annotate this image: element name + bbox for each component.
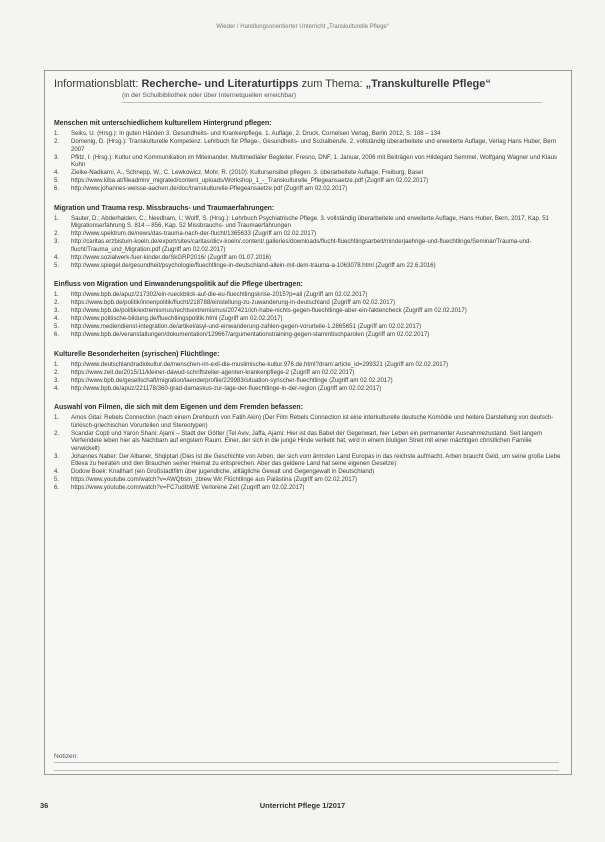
list-item: [54, 476, 562, 484]
list-item: [54, 484, 562, 492]
list-item: [54, 453, 562, 468]
list-item-text: https://www.zeit.de/2015/11/kleiner-dawud-schriftsteller-agenten-krankenpflege-2 (Zugriff am 02.02.2017): [71, 368, 355, 376]
list-item-number: 1.: [54, 291, 60, 298]
list-item-text: Zielke-Nadkarni, A., Schnepp, W.; C. Lewkowicz, Mohr, R. (2010): Kultursensibel pflegen. 3. überarbeitete Auflage, Freiburg, Basel: [71, 169, 423, 176]
list-item-text: http://www.deutschlandradiokultur.de/menschen-im-exil-die-muslimische-kultur.976.de.html?dram:article_id=299321 (Zugriff am 02.02.2017): [71, 360, 449, 368]
list-item: [54, 262, 562, 270]
list-item-text: Amos Gitai: Rebels Connection (nach einem Drehbuch von Fatih Akin) (Der Film Rebels Connection ist eine interkulturelle deutsche Komödie und heitere Darstellung von deutsch-türkisch-griechischen Vorurteilen und Stereotypen): [71, 414, 554, 429]
list-item-text: http://www.bpb.de/politik/extremismus/rechtsextremismus/207421/ich-habe-nichts-gegen-fluechtlinge-aber-ein-faktencheck (Zugriff am 02.02.2017): [71, 307, 467, 314]
list-item-number: 1.: [54, 130, 60, 137]
list-item: [54, 230, 562, 238]
list-item-number: 4.: [54, 384, 60, 392]
list-item: [54, 154, 562, 169]
sections-container: [54, 120, 562, 492]
list-item: [54, 238, 562, 253]
list-item: [54, 169, 562, 177]
list-item-number: 2.: [54, 429, 60, 437]
list-item-number: 5.: [54, 323, 60, 330]
list-item: [54, 385, 562, 393]
title-prefix: Informationsblatt:: [54, 78, 139, 90]
page-footer: [0, 801, 605, 813]
list-item-text: https://www.bpb.de/politik/innenpolitik/flucht/218788/einstellung-zu-zuwanderung-in-deutschland (Zugriff am 02.02.2017): [71, 299, 396, 306]
section-heading: Migration und Trauma resp. Missbrauchs- und Traumaerfahrungen:: [54, 204, 275, 212]
list-item: [54, 177, 562, 185]
list-item: [54, 138, 562, 153]
list-item-text: http://www.politische-bildung.de/fluechtlingspolitik.html (Zugriff am 02.02.2017): [71, 315, 283, 322]
notes-label: Notizen:: [54, 753, 559, 763]
list-item-text: http://caritas.erzbistum-koeln.de/export/sites/caritas/dicv-koeln/.content/.galleries/downloads/flucht-fluechtlingsarbeit/minderjaehrige-und-fluechtlinge/Seminar/Trauma-und-flucht/Trauma_und_Migration.pdf (Zugriff am 02.02.2017): [71, 238, 532, 253]
list-item-number: 1.: [54, 360, 60, 368]
section-heading: Einfluss von Migration und Einwanderungspolitik auf die Pflege übertragen:: [54, 281, 303, 288]
list-item-number: 5.: [54, 476, 60, 483]
notes-line: [54, 770, 559, 771]
list-item-text: Johannes Naber: Der Albaner, Shqiptari (Dies ist die Geschichte von Arben, der sich vom ärmsten Land Europas in das reichste aufmacht. Arben braucht Geld, um seine große Liebe Etleva zu heiraten und den Brauchen seiner Heimat zu entsprechen. Aber das geldene Land hat seine eigenen Gesetze): [71, 452, 561, 467]
list-item: [54, 254, 562, 262]
list-item: [54, 215, 562, 230]
reference-list: [54, 130, 562, 193]
list-item-text: Domenig, D. (Hrsg.): Transkulturelle Kompetenz. Lehrbuch für Pflege-, Gesundheits- und Sozialberufe. 2. vollständig überarbeitete und erweiterte Auflage, Verlag Hans Huber, Bern 2007: [71, 138, 557, 153]
list-item-number: 4.: [54, 253, 60, 261]
list-item-number: 4.: [54, 315, 60, 322]
list-item-number: 4.: [54, 468, 60, 475]
sheet-subtitle: (in der Schulbibliothek oder über Internetquellen erreichbar): [122, 92, 542, 103]
list-item-number: 2.: [54, 230, 60, 237]
list-item-number: 2.: [54, 299, 60, 306]
list-item-text: Seiks, U. (Hrsg.): In guten Händen 3. Gesundheits- und Krankenpflege. 1. Auflage, 2. Druck, Cornelsen Verlag, Berlin 2012, S. 108 – 134: [71, 130, 441, 137]
list-item-number: 2.: [54, 138, 60, 145]
list-item-text: Pflitz, I. (Hrsg.): Kultur und Kommunikation im Miteinander. Multimedialer Begleiter. Fresno, DNF, 1. Januar, 2006 mit Beiträgen von Hildegard Semmel, Wolfgang Wagner und Klaus Kuhn: [71, 153, 558, 168]
list-item-number: 5.: [54, 177, 60, 184]
section-heading: Auswahl von Filmen, die sich mit dem Eigenen und dem Fremden befassen:: [54, 404, 303, 411]
list-item-number: 5.: [54, 261, 60, 269]
list-item-text: http://www.bpb.de/apuz/221178/360-grad-damaskus-zur-lage-der-fluechtlinge-in-der-region (Zugriff am 02.02.2017): [71, 384, 382, 392]
list-item-text: Scandar Copti und Yaron Shani: Ajami – Stadt der Götter (Tel Aviv, Jaffa, Ajami: Hier ist das Babel der Gegenwart, hier Leben ein permanenter Ausnahmezustand. Seit langem Verfeindete leben hier als Nachbarn auf engstem Raum. Einer, der sich in die junge Hinde verliebt hat, wird in einem blutigen Streit mit einer mächtigen christlichen Familie verwickelt): [71, 429, 542, 452]
list-item-text: http://www.spektrum.de/news/das-trauma-nach-der-flucht/1365633 (Zugriff am 02.02.2017): [71, 230, 317, 237]
list-item-number: 3.: [54, 238, 60, 245]
list-item-text: https://www.youtube.com/watch?v=FC7udIbWE Verlorene Zeit (Zugriff am 02.02.2017): [71, 484, 305, 491]
list-item: [54, 468, 562, 476]
list-item-text: Dodow Boek: Knallhart (ein Großstadtfilm über jugendliche, alltägliche Gewalt und Gegengewalt in Deutschland): [71, 468, 375, 475]
reference-list: [54, 414, 562, 492]
list-item: [54, 299, 562, 307]
list-item: [54, 430, 562, 453]
list-item: [54, 307, 562, 315]
list-item: [54, 331, 562, 339]
running-head: Wieder / Handlungsorientierter Unterricht „Transkulturelle Pflege“: [216, 24, 389, 30]
list-item-number: 3.: [54, 452, 60, 460]
list-item: [54, 361, 562, 369]
list-item-text: http://www.spiegel.de/gesundheit/psychologie/fluechtlinge-in-deutschland-allein-mit-dem-trauma-a-1063078.html (Zugriff am 22.6.2016): [71, 261, 436, 269]
list-item-number: 1.: [54, 214, 60, 222]
section-heading: Menschen mit unterschiedlichem kulturellem Hintergrund pflegen:: [54, 120, 272, 127]
list-item-number: 3.: [54, 307, 60, 314]
reference-list: [54, 215, 562, 270]
list-item-number: 6.: [54, 185, 60, 192]
section-heading: Kulturelle Besonderheiten (syrischen) Flüchtlinge:: [54, 350, 220, 358]
list-item-text: http://www.bpb.de/veranstaltungen/dokumentation/129667/argumentationstraining-gegen-stammtischparolen (Zugriff am 02.02.2017): [71, 331, 430, 338]
list-item-text: http://www.johannes-weisse-aachen.de/doc/transkulturelle-Pflegeansaetze.pdf (Zugriff am 02.02.2017): [71, 185, 348, 192]
list-item-text: Sauter, D.; Abderhalden, C.; Needham, I.; Wolff, S. (Hrsg.): Lehrbuch Psychiatrische Pflege. 3. vollständig überarbeitete und erweiterte Auflage, Hans Huber, Bern, 2017, Kap. 51 Migrationserfahrung S. 814 – 856, Kap. 52 Missbrauchs- und Traumaerfahrungen: [71, 214, 550, 229]
journal-name: Unterricht Pflege 1/2017: [259, 801, 346, 810]
list-item-text: http://www.bpb.de/apuz/217302/ein-rueckblick-auf-die-eu-fluechtlingskrise-2015?p=all (Zugriff am 02.02.2017): [71, 291, 368, 298]
list-item-text: http://www.mediendienst-integration.de/artikel/asyl-und-einwanderung-zahlen-gegen-vorurteile-1.2865651 (Zugriff am 02.02.2017): [71, 323, 422, 330]
list-item-number: 6.: [54, 331, 60, 338]
list-item: [54, 315, 562, 323]
list-item: [54, 377, 562, 385]
list-item: [54, 323, 562, 331]
list-item-number: 4.: [54, 169, 60, 176]
list-item: [54, 130, 562, 138]
list-item-text: https://www.kiba.at/fileadmin/_migrated/content_uploads/Workshop_1_-_Transkulturelle_Pflegeansaetze.pdf (Zugriff am 02.02.2017): [71, 177, 429, 184]
list-item-number: 2.: [54, 368, 60, 376]
list-item: [54, 369, 562, 377]
title-main: Recherche- und Literaturtipps: [141, 78, 299, 90]
list-item-number: 6.: [54, 484, 60, 491]
title-topic: „Transkulturelle Pflege“: [365, 78, 491, 90]
list-item-number: 1.: [54, 414, 60, 421]
title-middle: zum Thema:: [301, 78, 363, 90]
list-item: [54, 414, 562, 429]
page-number: 36: [40, 801, 49, 810]
info-sheet-box: [44, 70, 572, 775]
reference-list: [54, 361, 562, 393]
list-item-text: http://www.sozialwerk-fuer-kinder.de/SkGRP2016/ (Zugriff am 01.07.2016): [71, 253, 272, 261]
reference-list: [54, 291, 562, 339]
list-item-text: https://www.bpb.de/gesellschaft/migration/laenderprofile/229983/situation-syrischer-fluechtlinge (Zugriff am 02.02.2017): [71, 376, 393, 384]
list-item-number: 3.: [54, 376, 60, 384]
sheet-title: [54, 77, 562, 91]
list-item-number: 3.: [54, 153, 60, 161]
list-item: [54, 291, 562, 299]
list-item-text: https://www.youtube.com/watch?v=AWQbsIn_zbIew Wir Flüchtlinge aus Palästina (Zugriff am 02.02.2017): [71, 476, 358, 483]
list-item: [54, 185, 562, 193]
